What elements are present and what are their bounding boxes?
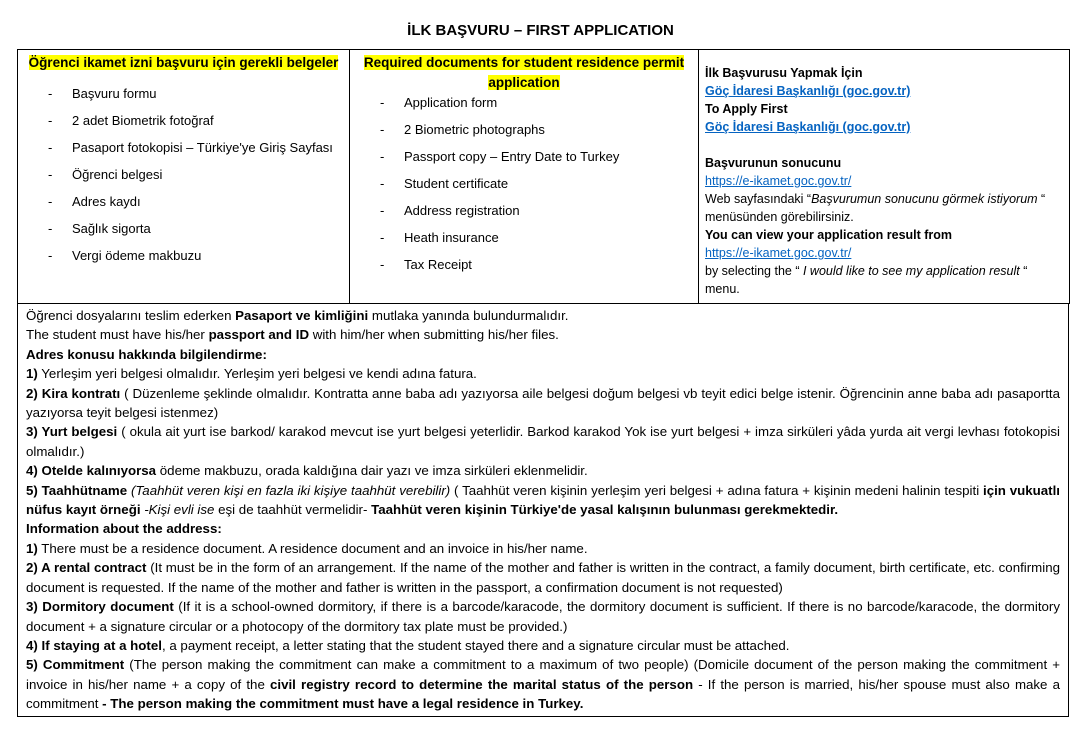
list-item: 5) Commitment (The person making the commitment can make a commitment to a maximum of two people) (Domicile document of the person making the commitment + invoice in his/her name + a copy of the civil registry record to determine the marital status of the person - If the person is married, his/her spouse must also make a commitment - The person making the commitment must have a legal residence in Turkey.	[26, 657, 1061, 712]
list-item: 2) Kira kontratı ( Düzenleme şeklinde olmalıdır. Kontratta anne baba adı yazıyorsa aile belgesi doğum belgesi vb teyit edici belge istenir. Öğrencinin anne baba adı pasaportta yazıyorsa teyit belgesi istenmez)	[26, 385, 1060, 421]
list-item: - Sağlık sigorta	[48, 221, 151, 236]
list-item: 1) Yerleşim yeri belgesi olmalıdır. Yerleşim yeri belgesi ve kendi adına fatura.	[26, 366, 477, 382]
en-documents-cell	[350, 50, 699, 304]
list-item: 3) Yurt belgesi ( okula ait yurt ise barkod/ karakod mevcut ise yurt belgesi yeterlidir. Barkod karakod Yok ise yurt belgesi + imza sirküleri yâda yurda ait vergi levhası fotokopisi olmalıdır.)	[26, 424, 1060, 459]
list-item: - Address registration	[380, 203, 520, 218]
result-tr-label: Başvurunun sonucunu	[705, 156, 842, 170]
list-item: - Student certificate	[380, 176, 509, 191]
list-item: - Vergi ödeme makbuzu	[48, 248, 202, 263]
apply-en-label: To Apply First	[705, 102, 788, 116]
apply-tr-link[interactable]: Göç İdaresi Başkanlığı (goc.gov.tr)	[705, 84, 911, 98]
tr-column-heading: Öğrenci ikamet izni başvuru için gerekli belgeler	[28, 55, 339, 70]
result-en-text: by selecting the “ I would like to see my application result “ menu.	[705, 264, 1028, 296]
en-documents-list	[354, 92, 694, 281]
list-item: - 2 adet Biometrik fotoğraf	[48, 113, 214, 128]
list-item: - Tax Receipt	[380, 257, 472, 272]
en-column-heading: Required documents for student residence permit application	[363, 55, 685, 90]
list-item: - Application form	[380, 95, 498, 110]
list-item: 5) Taahhütname (Taahhüt veren kişi en fazla iki kişiye taahhüt verebilir) ( Taahhüt veren kişinin yerleşim yeri belgesi + adına fatura + kişinin medeni halinin tespiti için vukuatlı nüfus kayıt örneği -Kişi evli ise eşi de taahhüt vermelidir- Taahhüt veren kişinin Türkiye'de yasal kalışının bulunması gerekmektedir.	[26, 482, 1060, 518]
documents-table	[17, 49, 1070, 304]
tr-documents-list	[22, 83, 345, 272]
list-item: - Öğrenci belgesi	[48, 167, 163, 182]
address-info-tr-heading: Adres konusu hakkında bilgilendirme:	[26, 346, 267, 362]
list-item: - Adres kaydı	[48, 194, 141, 209]
page-title: İLK BAŞVURU – FIRST APPLICATION	[407, 22, 674, 39]
note-passport-tr: Öğrenci dosyalarını teslim ederken Pasaport ve kimliğini mutlaka yanında bulundurmalıdır.	[26, 308, 569, 323]
apply-tr-label: İlk Başvurusu Yapmak İçin	[705, 66, 863, 80]
address-info-en-heading: Information about the address:	[26, 521, 222, 537]
list-item: - Pasaport fotokopisi – Türkiye'ye Giriş Sayfası	[48, 140, 333, 155]
tr-documents-cell	[18, 50, 350, 304]
list-item: - 2 Biometric photographs	[380, 122, 545, 137]
list-item: 2) A rental contract (It must be in the form of an arrangement. If the name of the mother and father is written in the contract, a family document, birth certificate, etc. confirming document is requested. If the name of the mother and father is written in the passport, a confirmation document is not requested)	[26, 560, 1060, 595]
result-en-label: You can view your application result from	[705, 228, 953, 242]
list-item: - Heath insurance	[380, 230, 499, 245]
list-item: 3) Dormitory document (If it is a school-owned dormitory, if there is a barcode/karacode, the dormitory document is sufficient. If there is no barcode/karacode, the dormitory document + a signature circular or a photocopy of the dormitory tax plate must be provided.)	[26, 599, 1060, 634]
apply-en-link[interactable]: Göç İdaresi Başkanlığı (goc.gov.tr)	[705, 120, 911, 134]
list-item: - Passport copy – Entry Date to Turkey	[380, 149, 620, 164]
result-tr-text: Web sayfasındaki “Başvurumun sonucunu görmek istiyorum “ menüsünden görebilirsiniz.	[705, 192, 1046, 224]
list-item: - Başvuru formu	[48, 86, 157, 101]
list-item: 4) If staying at a hotel, a payment receipt, a letter stating that the student stayed there and a signature circular must be attached.	[26, 637, 790, 653]
list-item: 1) There must be a residence document. A residence document and an invoice in his/her name.	[26, 540, 588, 556]
note-passport-en: The student must have his/her passport and ID with him/her when submitting his/her files.	[26, 327, 559, 343]
info-cell	[699, 50, 1070, 304]
list-item: 4) Otelde kalınıyorsa ödeme makbuzu, orada kaldığına dair yazı ve imza sirküleri eklenmelidir.	[26, 463, 588, 479]
result-en-link[interactable]: https://e-ikamet.goc.gov.tr/	[705, 246, 852, 260]
notes-section	[17, 303, 1069, 717]
result-tr-link[interactable]: https://e-ikamet.goc.gov.tr/	[705, 174, 852, 188]
